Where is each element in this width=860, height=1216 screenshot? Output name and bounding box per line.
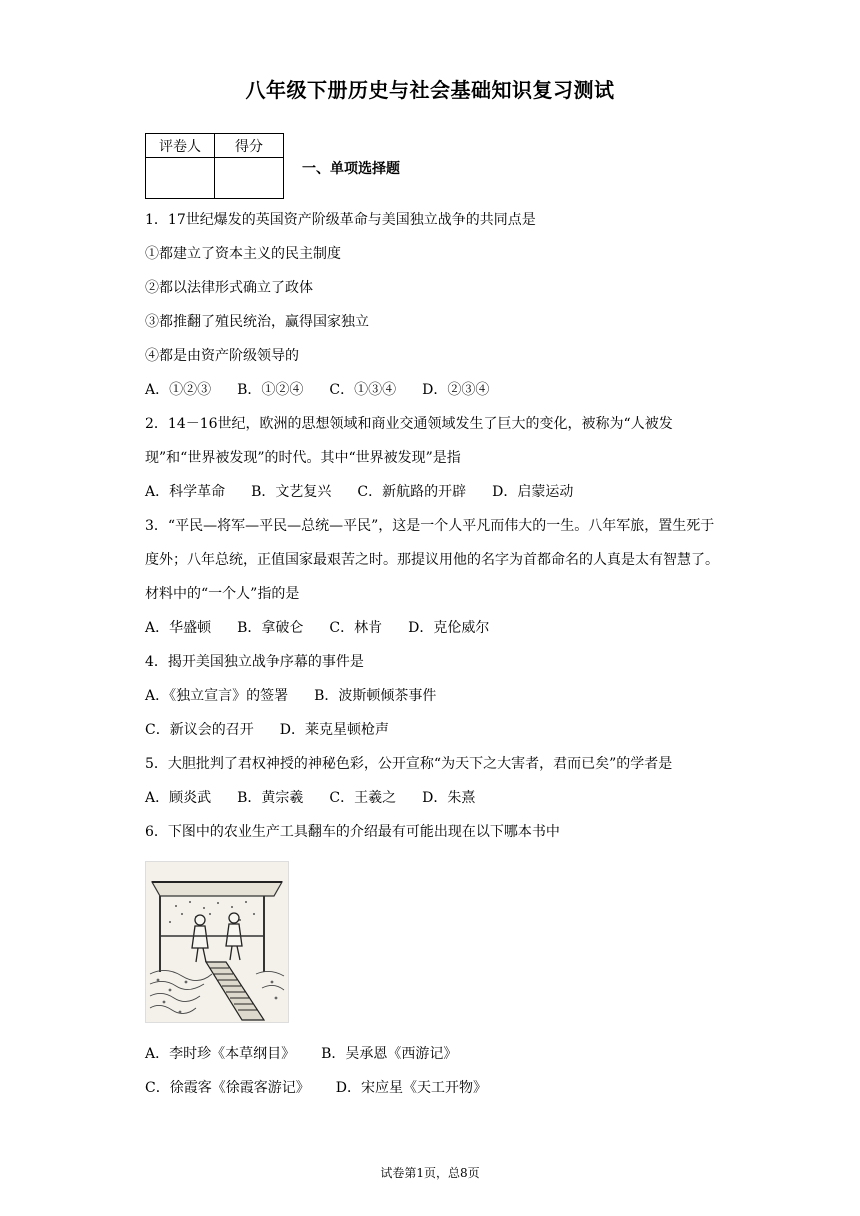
answer-options: [145, 713, 720, 747]
answer-options: [145, 1071, 720, 1105]
answer-option[interactable]: C．新航路的开辟: [357, 484, 467, 500]
answer-option[interactable]: B．黄宗羲: [237, 790, 304, 806]
answer-option[interactable]: D．克伦威尔: [408, 620, 490, 636]
answer-option[interactable]: A．①②③: [145, 382, 212, 398]
question-item: ③都推翻了殖民统治，赢得国家独立: [145, 314, 369, 330]
score-table-grader-header: 评卷人: [146, 134, 215, 158]
answer-option[interactable]: D．朱熹: [422, 790, 476, 806]
question-stem: 2．14－16世纪，欧洲的思想领域和商业交通领域发生了巨大的变化，被称为“人被发现”和“世界被发现”的时代。其中“世界被发现”是指: [145, 416, 673, 466]
question-item: ②都以法律形式确立了政体: [145, 280, 313, 296]
answer-options: [145, 679, 720, 713]
page-footer: 试卷第1页，总8页: [380, 1166, 480, 1180]
answer-option[interactable]: C．徐霞客《徐霞客游记》: [145, 1080, 310, 1096]
answer-option[interactable]: C．林肯: [329, 620, 383, 636]
answer-option[interactable]: A．科学革命: [145, 484, 226, 500]
question-stem: 5．大胆批判了君权神授的神秘色彩，公开宣称“为天下之大害者，君而已矣”的学者是: [145, 756, 673, 772]
answer-options: [145, 611, 720, 645]
question-item: ④都是由资产阶级领导的: [145, 348, 299, 364]
answer-options: [145, 1037, 720, 1071]
answer-option[interactable]: B．文艺复兴: [251, 484, 332, 500]
answer-options: [145, 373, 720, 407]
question-stem: 6．下图中的农业生产工具翻车的介绍最有可能出现在以下哪本书中: [145, 824, 560, 840]
answer-options: [145, 475, 720, 509]
answer-option[interactable]: B．波斯顿倾茶事件: [314, 688, 437, 704]
answer-option[interactable]: C．①③④: [329, 382, 397, 398]
score-table: [145, 133, 284, 199]
page-title: 八年级下册历史与社会基础知识复习测试: [245, 78, 615, 102]
answer-option[interactable]: C．王羲之: [329, 790, 397, 806]
question-stem: 3．“平民—将军—平民—总统—平民”，这是一个人平凡而伟大的一生。八年军旅，置生死于度外；八年总统，正值国家最艰苦之时。那提议用他的名字为首都命名的人真是太有智慧了。材料中的“一个人”指的是: [145, 518, 719, 602]
question-stem: 1．17世纪爆发的英国资产阶级革命与美国独立战争的共同点是: [145, 212, 536, 228]
score-table-score-header: 得分: [215, 134, 284, 158]
answer-option[interactable]: A．《独立宣言》的签署: [145, 688, 289, 704]
answer-option[interactable]: C．新议会的召开: [145, 722, 254, 738]
score-table-grader-cell[interactable]: [146, 158, 215, 199]
answer-option[interactable]: D．启蒙运动: [492, 484, 574, 500]
answer-option[interactable]: B．拿破仑: [237, 620, 304, 636]
score-table-score-cell[interactable]: [215, 158, 284, 199]
answer-option[interactable]: A．华盛顿: [145, 620, 212, 636]
waterwheel-illustration: [145, 861, 289, 1023]
answer-option[interactable]: A．李时珍《本草纲目》: [145, 1046, 296, 1062]
answer-option[interactable]: D．宋应星《天工开物》: [335, 1080, 487, 1096]
answer-option[interactable]: A．顾炎武: [145, 790, 212, 806]
answer-option[interactable]: B．吴承恩《西游记》: [321, 1046, 458, 1062]
question-stem: 4．揭开美国独立战争序幕的事件是: [145, 654, 364, 670]
answer-option[interactable]: D．莱克星顿枪声: [279, 722, 389, 738]
answer-option[interactable]: B．①②④: [237, 382, 304, 398]
answer-options: [145, 781, 720, 815]
question-item: ①都建立了资本主义的民主制度: [145, 246, 341, 262]
answer-option[interactable]: D．②③④: [422, 382, 490, 398]
section-title: 一、单项选择题: [302, 161, 400, 177]
fanche-woodcut-image: [146, 862, 288, 1022]
question-list: [145, 203, 720, 1105]
